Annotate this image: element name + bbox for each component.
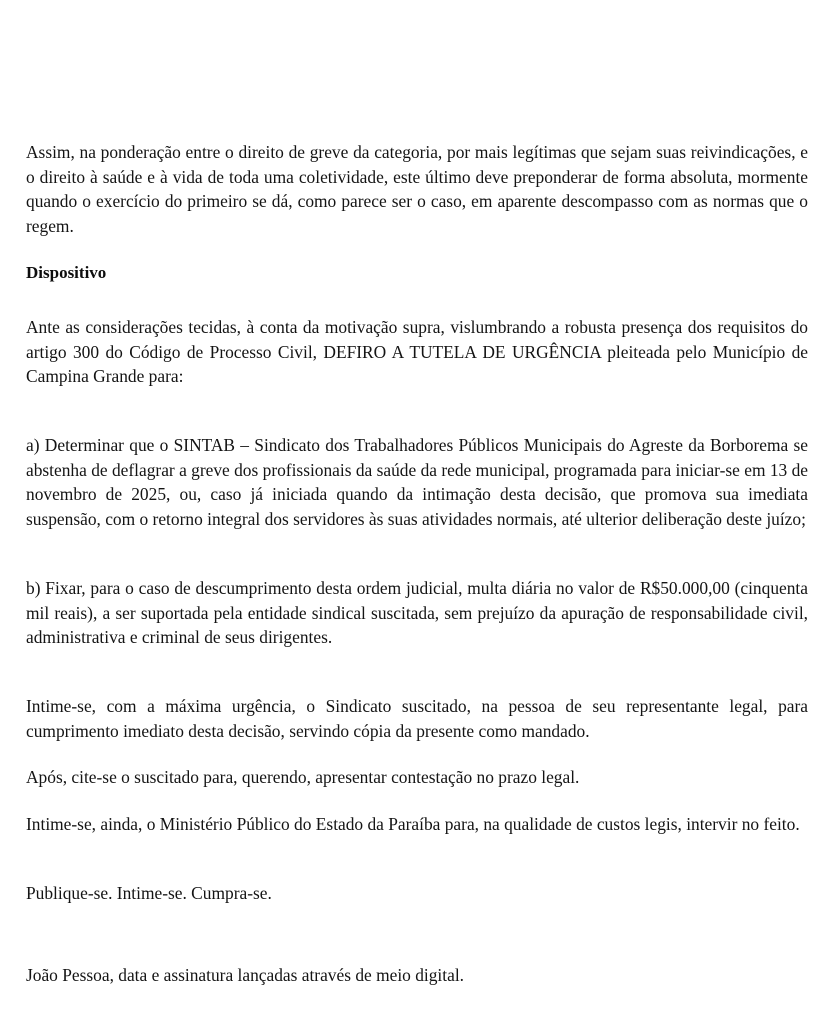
spacer bbox=[26, 650, 808, 694]
spacer bbox=[26, 285, 808, 315]
paragraph-item-b: b) Fixar, para o caso de descumprimento desta ordem judicial, multa diária no valor de R$50.000,00 (cinquenta mil reais), a ser suportada pela entidade sindical suscitada, sem prejuízo da apuração de responsabilidade civil, administrativa e criminal de seus dirigentes. bbox=[26, 577, 808, 648]
paragraph-apos-cite-se: Após, cite-se o suscitado para, querendo, apresentar contestação no prazo legal. bbox=[26, 767, 580, 788]
paragraph-ministerio-publico: Intime-se, ainda, o Ministério Público do Estado da Paraíba para, na qualidade de custos legis, intervir no feito. bbox=[26, 814, 800, 835]
spacer bbox=[26, 743, 808, 765]
paragraph-publique-se: Publique-se. Intime-se. Cumpra-se. bbox=[26, 882, 272, 903]
paragraph-item-a: a) Determinar que o SINTAB – Sindicato dos Trabalhadores Públicos Municipais do Agreste da Borborema se abstenha de deflagrar a greve dos profissionais da saúde da rede municipal, programada para iniciar-se em 13 de novembro de 2025, ou, caso já iniciada quando da intimação desta decisão, que promova sua imediata suspensão, com o retorno integral dos servidores às suas atividades normais, até ulterior deliberação deste juízo; bbox=[26, 435, 808, 530]
document-body bbox=[26, 140, 808, 988]
spacer bbox=[26, 239, 808, 261]
paragraph-assinatura: João Pessoa, data e assinatura lançadas através de meio digital. bbox=[26, 965, 464, 986]
paragraph-ponderacao: Assim, na ponderação entre o direito de greve da categoria, por mais legítimas que sejam suas reivindicações, e o direito à saúde e à vida de toda uma coletividade, este último deve preponderar de forma absoluta, mormente quando o exercício do primeiro se dá, como parece ser o caso, em aparente descompasso com as normas que o regem. bbox=[26, 142, 808, 237]
paragraph-intime-se-urgencia: Intime-se, com a máxima urgência, o Sindicato suscitado, na pessoa de seu representante legal, para cumprimento imediato desta decisão, servindo cópia da presente como mandado. bbox=[26, 695, 808, 741]
spacer bbox=[26, 790, 808, 812]
spacer bbox=[26, 389, 808, 433]
spacer bbox=[26, 837, 808, 881]
paragraph-ante-consideracoes: Ante as considerações tecidas, à conta da motivação supra, vislumbrando a robusta presença dos requisitos do artigo 300 do Código de Processo Civil, DEFIRO A TUTELA DE URGÊNCIA pleiteada pelo Município de Campina Grande para: bbox=[26, 316, 808, 387]
spacer bbox=[26, 905, 808, 963]
spacer bbox=[26, 532, 808, 576]
section-heading-dispositivo: Dispositivo bbox=[26, 262, 107, 282]
